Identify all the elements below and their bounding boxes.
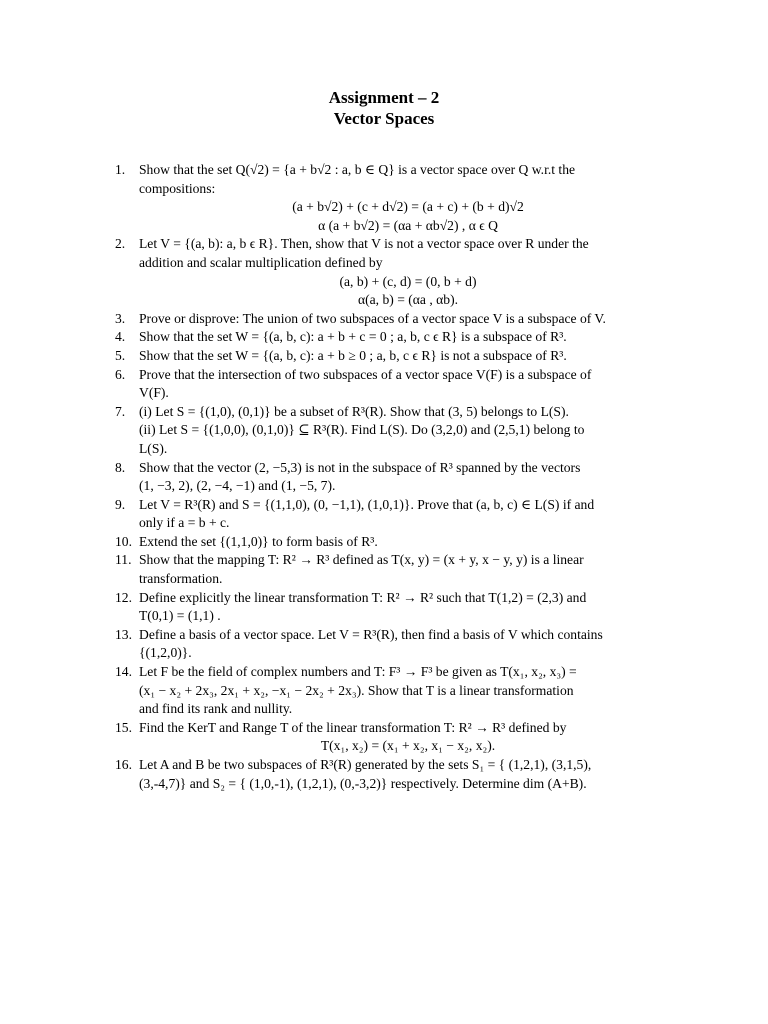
question-item <box>115 347 677 366</box>
display-equation: (a + b√2) + (c + d√2) = (a + c) + (b + d)√2 <box>292 199 524 215</box>
question-text <box>139 589 677 626</box>
question-text <box>139 347 677 366</box>
question-line: Prove that the intersection of two subspaces of a vector space V(F) is a subspace of <box>139 366 592 382</box>
question-text <box>139 328 677 347</box>
question-number: 16. <box>115 757 132 772</box>
question-line: Extend the set {(1,1,0)} to form basis of R³. <box>139 533 378 549</box>
question-number: 1. <box>115 162 126 177</box>
question-item <box>115 366 677 403</box>
question-item <box>115 310 677 329</box>
question-line: Show that the vector (2, −5,3) is not in the subspace of R³ spanned by the vectors <box>139 459 581 475</box>
question-number: 12. <box>115 589 132 605</box>
question-item <box>115 663 677 719</box>
document-subtitle: Vector Spaces <box>333 109 435 128</box>
question-line: Let V = R³(R) and S = {(1,1,0), (0, −1,1), (1,0,1)}. Prove that (a, b, c) ∈ L(S) if and <box>139 496 595 512</box>
question-line: transformation. <box>139 571 223 587</box>
question-number: 6. <box>115 366 126 382</box>
question-text <box>139 496 677 533</box>
question-line: Prove or disprove: The union of two subspaces of a vector space V is a subspace of V. <box>139 310 606 326</box>
question-line: only if a = b + c. <box>139 515 230 531</box>
question-text <box>139 626 677 663</box>
question-text <box>139 551 677 588</box>
question-text <box>139 459 677 496</box>
question-number: 2. <box>115 236 126 252</box>
question-text <box>139 310 677 329</box>
question-line: Show that the set W = {(a, b, c): a + b + c = 0 ; a, b, c ϵ R} is a subspace of R³. <box>139 329 567 345</box>
question-item <box>115 403 677 459</box>
question-line: Define explicitly the linear transformation T: R² → R² such that T(1,2) = (2,3) and <box>139 589 587 605</box>
question-number: 7. <box>115 403 126 419</box>
question-item <box>115 328 677 347</box>
question-item <box>115 756 677 793</box>
question-text <box>139 366 677 403</box>
question-line: (i) Let S = {(1,0), (0,1)} be a subset of R³(R). Show that (3, 5) belongs to L(S). <box>139 403 569 419</box>
question-line: Find the KerT and Range T of the linear transformation T: R² → R³ defined by <box>139 719 567 735</box>
question-item <box>115 533 677 552</box>
question-line: compositions: <box>139 180 216 196</box>
question-list <box>115 161 677 793</box>
question-line: V(F). <box>139 385 169 401</box>
display-equation: T(x₁, x₂) = (x₁ + x₂, x₁ − x₂, x₂). <box>320 738 496 754</box>
question-number: 10. <box>115 533 132 549</box>
question-line: L(S). <box>139 440 168 456</box>
question-item <box>115 626 677 663</box>
display-equation: α (a + b√2) = (αa + αb√2) , α ϵ Q <box>318 217 498 233</box>
question-number: 3. <box>115 310 126 326</box>
question-item <box>115 235 677 309</box>
question-line: (x₁ − x₂ + 2x₃, 2x₁ + x₂, −x₁ − 2x₂ + 2x₃). Show that T is a linear transformation <box>139 682 574 698</box>
question-line: (3,-4,7)} and S₂ = { (1,0,-1), (1,2,1), (0,-3,2)} respectively. Determine dim (A+B). <box>139 775 587 791</box>
question-text <box>139 663 677 719</box>
question-text <box>139 403 677 459</box>
display-equation: α(a, b) = (αa , αb). <box>358 292 458 308</box>
question-number: 11. <box>115 552 132 568</box>
question-line: Let A and B be two subspaces of R³(R) generated by the sets S₁ = { (1,2,1), (3,1,5), <box>139 757 592 772</box>
question-number: 14. <box>115 664 132 680</box>
question-line: Let V = {(a, b): a, b ϵ R}. Then, show that V is not a vector space over R under the <box>139 236 589 252</box>
question-line: T(0,1) = (1,1) . <box>139 608 221 624</box>
question-item <box>115 551 677 588</box>
question-text <box>139 719 677 756</box>
question-number: 8. <box>115 459 126 475</box>
question-line: Show that the set W = {(a, b, c): a + b ≥ 0 ; a, b, c ϵ R} is not a subspace of R³. <box>139 347 567 363</box>
question-line: (ii) Let S = {(1,0,0), (0,1,0)} ⊆ R³(R). Find L(S). Do (3,2,0) and (2,5,1) belong to <box>139 422 585 438</box>
question-line: {(1,2,0)}. <box>139 645 192 661</box>
question-item <box>115 589 677 626</box>
question-line: (1, −3, 2), (2, −4, −1) and (1, −5, 7). <box>139 478 336 494</box>
question-number: 4. <box>115 329 126 345</box>
question-number: 9. <box>115 496 126 512</box>
display-equation: (a, b) + (c, d) = (0, b + d) <box>339 273 477 289</box>
question-item <box>115 719 677 756</box>
question-text <box>139 161 677 235</box>
question-line: Let F be the field of complex numbers and T: F³ → F³ be given as T(x₁, x₂, x₃) = <box>139 664 577 680</box>
question-text <box>139 235 677 309</box>
question-number: 5. <box>115 347 126 363</box>
question-line: and find its rank and nullity. <box>139 701 293 717</box>
question-number: 15. <box>115 719 132 735</box>
question-number: 13. <box>115 626 132 642</box>
question-item <box>115 459 677 496</box>
question-text <box>139 756 677 793</box>
question-line: Show that the set Q(√2) = {a + b√2 : a, b ∈ Q} is a vector space over Q w.r.t the <box>139 162 576 177</box>
question-item <box>115 496 677 533</box>
question-text <box>139 533 677 552</box>
question-item <box>115 161 677 235</box>
document-title: Assignment – 2 <box>328 88 440 107</box>
question-line: addition and scalar multiplication defined by <box>139 254 383 270</box>
question-line: Show that the mapping T: R² → R³ defined as T(x, y) = (x + y, x − y, y) is a linear <box>139 552 584 568</box>
question-line: Define a basis of a vector space. Let V = R³(R), then find a basis of V which contains <box>139 626 603 642</box>
